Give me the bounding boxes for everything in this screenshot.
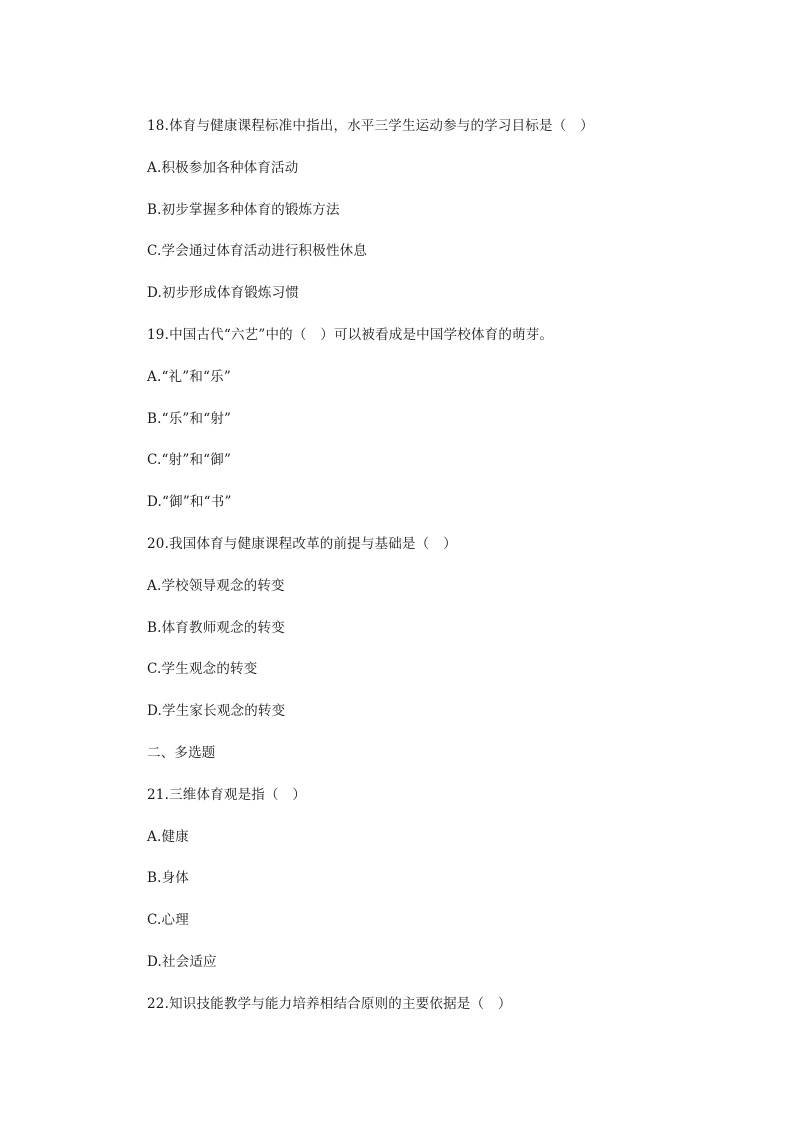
question-18-option-d: D.初步形成体育锻炼习惯 bbox=[147, 285, 300, 302]
question-18-option-b: B.初步掌握多种体育的锻炼方法 bbox=[147, 201, 340, 218]
question-list bbox=[147, 116, 707, 1036]
question-19-option-c: C.“射”和“御” bbox=[147, 452, 232, 469]
question-19-option-b: B.“乐”和“射” bbox=[147, 410, 232, 427]
question-21-option-d: D.社会适应 bbox=[147, 953, 217, 970]
question-19-option-a: A.“礼”和“乐” bbox=[147, 368, 231, 385]
question-18-stem: 18.体育与健康课程标准中指出，水平三学生运动参与的学习目标是（ ） bbox=[147, 118, 594, 134]
question-21-option-a: A.健康 bbox=[147, 828, 189, 845]
question-20-stem: 20.我国体育与健康课程改革的前提与基础是（ ） bbox=[147, 535, 457, 552]
question-20-option-b: B.体育教师观念的转变 bbox=[147, 619, 285, 636]
question-21-stem: 21.三维体育观是指（ ） bbox=[147, 786, 307, 803]
question-19-option-d: D.“御”和“书” bbox=[147, 494, 232, 511]
question-18-option-a: A.积极参加各种体育活动 bbox=[147, 159, 299, 176]
question-19-stem: 19.中国古代“六艺”中的（ ）可以被看成是中国学校体育的萌芽。 bbox=[147, 326, 554, 343]
question-20-option-c: C.学生观念的转变 bbox=[147, 661, 258, 678]
question-22-stem: 22.知识技能教学与能力培养相结合原则的主要依据是（ ） bbox=[147, 995, 512, 1012]
question-18-option-c: C.学会通过体育活动进行积极性休息 bbox=[147, 243, 368, 260]
section-heading-multiple-choice: 二、多选题 bbox=[147, 744, 216, 761]
question-20-option-d: D.学生家长观念的转变 bbox=[147, 703, 286, 720]
question-21-option-b: B.身体 bbox=[147, 870, 190, 887]
question-21-option-c: C.心理 bbox=[147, 912, 189, 929]
question-20-option-a: A.学校领导观念的转变 bbox=[147, 577, 285, 594]
